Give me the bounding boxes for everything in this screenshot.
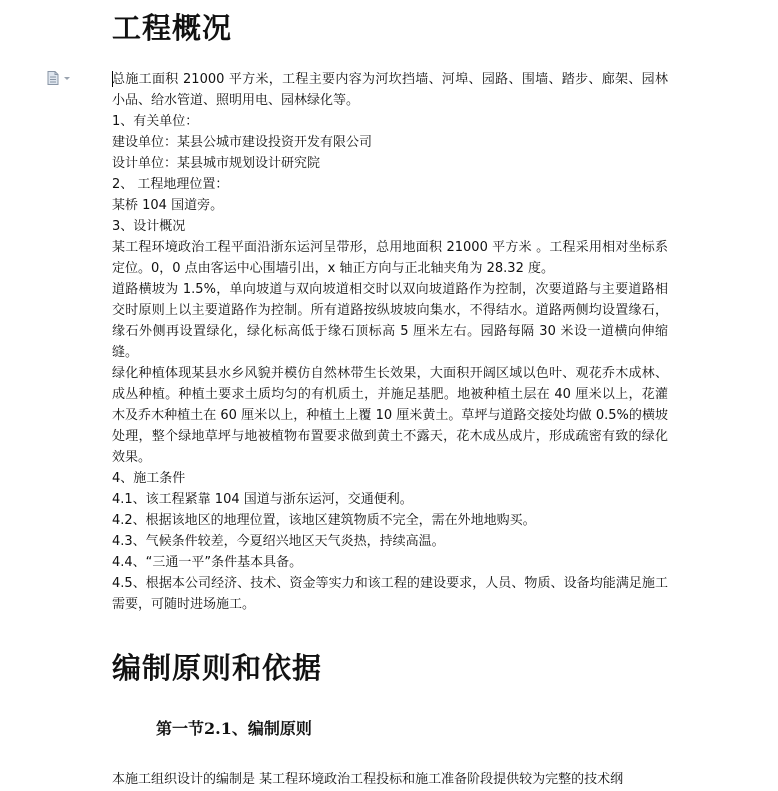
paragraph-total-area: 总施工面积 21000 平方米，工程主要内容为河坎挡墙、河埠、园路、围墙、踏步、廊架、园林小品、给水管道、照明用电、园林绿化等。: [112, 72, 668, 108]
paragraph-related-units: 1、有关单位：: [112, 114, 199, 129]
paragraph-construction-unit: 建设单位：某县公城市建设投资开发有限公司: [112, 135, 373, 150]
document-options-icon[interactable]: [47, 70, 77, 84]
paragraph-design-overview: 某工程环境政治工程平面沿浙东运河呈带形，总用地面积 21000 平方米 。工程采用相对坐标系定位。0，0 点由客运中心围墙引出，x 轴正方向与正北轴夹角为 28.32 度。: [112, 240, 668, 276]
paragraph-design-overview-heading: 3、设计概况: [112, 219, 186, 234]
paragraph-location-heading: 2、 工程地理位置：: [112, 177, 229, 192]
paragraph-road-slope: 道路横坡为 1.5%，单向坡道与双向坡道相交时以双向坡道路作为控制，次要道路与主要道路相交时原则上以主要道路作为控制。所有道路按纵坡坡向集水，不得结水。道路两侧均设置缘石，缘石外侧再设置绿化，绿化标高低于缘石顶标高 5 厘米左右。园路每隔 30 米设一道横向伸缩缝。: [112, 282, 668, 360]
section-heading-2-1: 第一节2.1、编制原则: [156, 719, 312, 738]
paragraph-condition-4-5: 4.5、根据本公司经济、技术、资金等实力和该工程的建设要求，人员、物质、设备均能满足施工需要，可随时进场施工。: [112, 576, 668, 612]
paragraph-design-unit: 设计单位：某县城市规划设计研究院: [112, 156, 321, 171]
paragraph-compilation: 本施工组织设计的编制是 某工程环境政治工程投标和施工准备阶段提供较为完整的技术纲: [112, 772, 624, 787]
heading-project-overview: 工程概况: [112, 11, 233, 45]
heading-principles-and-basis: 编制原则和依据: [112, 651, 323, 685]
paragraph-condition-4-3: 4.3、气候条件较差，今夏绍兴地区天气炎热，持续高温。: [112, 534, 445, 549]
paragraph-condition-4-4: 4.4、“三通一平”条件基本具备。: [112, 555, 303, 570]
paragraph-conditions-heading: 4、施工条件: [112, 471, 186, 486]
paragraph-greening: 绿化种植体现某县水乡风貌并模仿自然林带生长效果，大面积开阔区域以色叶、观花乔木成林、成丛种植。种植土要求土质均匀的有机质土，并施足基肥。地被种植土层在 40 厘米以上，花灌木及乔木种植土在 60 厘米以上，种植土上覆 10 厘米黄土。草坪与道路交接处均做 0.5%的横坡处理，整个绿地草坪与地被植物布置要求做到黄土不露天，花木成丛成片，形成疏密有致的绿化效果。: [112, 366, 668, 465]
document-body[interactable]: [112, 69, 668, 615]
document-options-icon-graphic: [47, 71, 77, 85]
paragraph-condition-4-2: 4.2、根据该地区的地理位置，该地区建筑物质不完全，需在外地地购买。: [112, 513, 536, 528]
paragraph-condition-4-1: 4.1、该工程紧靠 104 国道与浙东运河，交通便利。: [112, 492, 413, 507]
paragraph-location: 某桥 104 国道旁。: [112, 198, 224, 213]
